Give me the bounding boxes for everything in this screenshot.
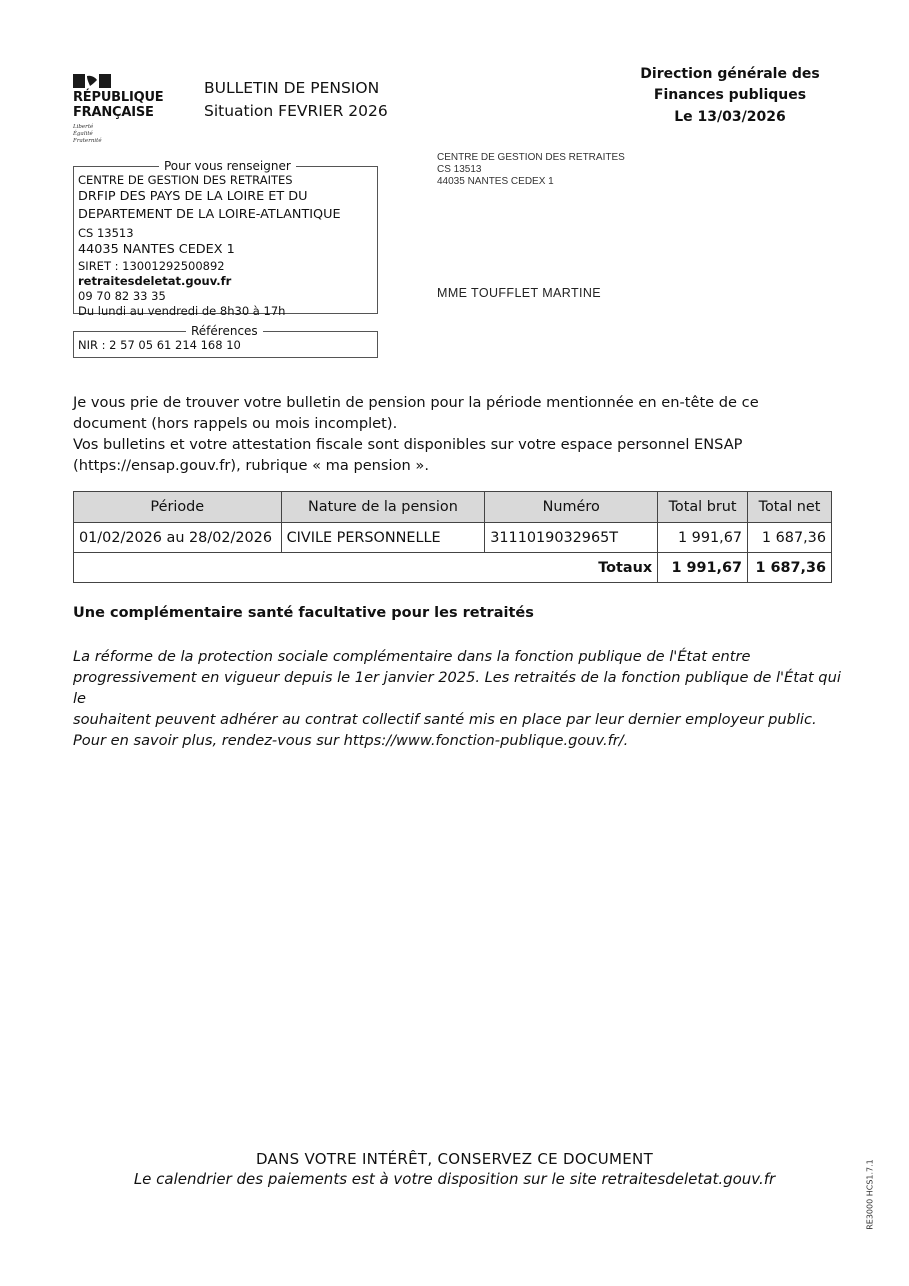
sender-address-line3: 44035 NANTES CEDEX 1 — [437, 176, 554, 187]
contact-phone: 09 70 82 33 35 — [78, 289, 166, 303]
motto-fraternite: Fraternité — [73, 138, 102, 144]
intro-line4: (https://ensap.gouv.fr), rubrique « ma pension ». — [73, 457, 429, 474]
intro-line3: Vos bulletins et votre attestation fiscale sont disponibles sur votre espace personnel ENSAP — [73, 436, 743, 453]
header-total-brut: Total brut — [658, 492, 748, 523]
contact-siret: SIRET : 13001292500892 — [78, 259, 225, 273]
complementary-line4: Pour en savoir plus, rendez-vous sur https://www.fonction-publique.gouv.fr/. — [73, 732, 629, 749]
totals-brut: 1 991,67 — [658, 553, 748, 583]
contact-line3: DEPARTEMENT DE LA LOIRE-ATLANTIQUE — [78, 207, 341, 222]
intro-line1: Je vous prie de trouver votre bulletin de pension pour la période mentionnée en en-tête de ce — [73, 394, 759, 411]
complementary-line3: souhaitent peuvent adhérer au contrat collectif santé mis en place par leur dernier employeur public. — [73, 711, 817, 728]
issuer-block — [630, 64, 830, 128]
references-legend: Références — [186, 325, 263, 337]
footer-keep-notice: DANS VOTRE INTÉRÊT, CONSERVEZ CE DOCUMENT — [255, 1150, 654, 1168]
header-nature: Nature de la pension — [281, 492, 485, 523]
bulletin-situation: Situation FEVRIER 2026 — [204, 102, 388, 120]
contact-hours: Du lundi au vendredi de 8h30 à 17h — [78, 304, 286, 318]
cell-numero: 3111019032965T — [485, 523, 658, 553]
cell-net: 1 687,36 — [748, 523, 832, 553]
issuer-line2: Finances publiques — [653, 87, 807, 103]
document-date: Le 13/03/2026 — [674, 109, 786, 125]
totals-net: 1 687,36 — [748, 553, 832, 583]
contact-line2: DRFIP DES PAYS DE LA LOIRE ET DU — [78, 189, 308, 204]
intro-line2: document (hors rappels ou mois incomplet). — [73, 415, 398, 432]
contact-info-box — [73, 159, 378, 318]
header-total-net: Total net — [748, 492, 832, 523]
intro-paragraph — [73, 392, 843, 476]
complementary-line2: progressivement en vigueur depuis le 1er janvier 2025. Les retraités de la fonction publique de l'État qui le — [73, 669, 841, 707]
contact-box-legend: Pour vous renseigner — [159, 160, 296, 172]
references-box — [73, 324, 378, 358]
marianne-logo-icon — [73, 73, 111, 87]
pension-table — [73, 491, 832, 583]
table-header-row — [74, 492, 832, 523]
motto-egalite: Égalité — [73, 131, 93, 137]
republique-francaise-name — [73, 90, 164, 120]
cell-nature: CIVILE PERSONNELLE — [281, 523, 485, 553]
cell-brut: 1 991,67 — [658, 523, 748, 553]
table-row — [74, 523, 832, 553]
sender-address-line1: CENTRE DE GESTION DES RETRAITES — [437, 152, 625, 163]
bulletin-heading — [204, 77, 388, 123]
totals-row — [74, 553, 832, 583]
bulletin-title: BULLETIN DE PENSION — [204, 79, 380, 97]
republic-motto — [73, 124, 102, 145]
sender-address — [437, 152, 625, 188]
header-periode: Période — [74, 492, 282, 523]
document-code: RE3000 HCS1.7.1 — [865, 1159, 875, 1230]
contact-website-link[interactable]: retraitesdeletat.gouv.fr — [78, 274, 232, 288]
sender-address-line2: CS 13513 — [437, 164, 482, 175]
issuer-line1: Direction générale des — [640, 66, 820, 82]
nir-number: NIR : 2 57 05 61 214 168 10 — [78, 338, 241, 352]
contact-line5: 44035 NANTES CEDEX 1 — [78, 242, 235, 257]
footer-calendar-notice: Le calendrier des paiements est à votre disposition sur le site retraitesdeletat.gouv.fr — [133, 1170, 776, 1188]
complementary-title: Une complémentaire santé facultative pour les retraités — [73, 605, 534, 621]
recipient-name: MME TOUFFLET MARTINE — [437, 286, 602, 300]
totals-label: Totaux — [74, 553, 658, 583]
complementary-line1: La réforme de la protection sociale complémentaire dans la fonction publique de l'État entre — [73, 648, 751, 665]
complementary-text — [73, 646, 853, 751]
contact-line4: CS 13513 — [78, 226, 134, 240]
motto-liberte: Liberté — [73, 124, 94, 130]
republique-line: RÉPUBLIQUE — [73, 90, 164, 105]
francaise-line: FRANÇAISE — [73, 105, 154, 120]
cell-periode: 01/02/2026 au 28/02/2026 — [74, 523, 282, 553]
header-numero: Numéro — [485, 492, 658, 523]
contact-line1: CENTRE DE GESTION DES RETRAITES — [78, 173, 293, 187]
